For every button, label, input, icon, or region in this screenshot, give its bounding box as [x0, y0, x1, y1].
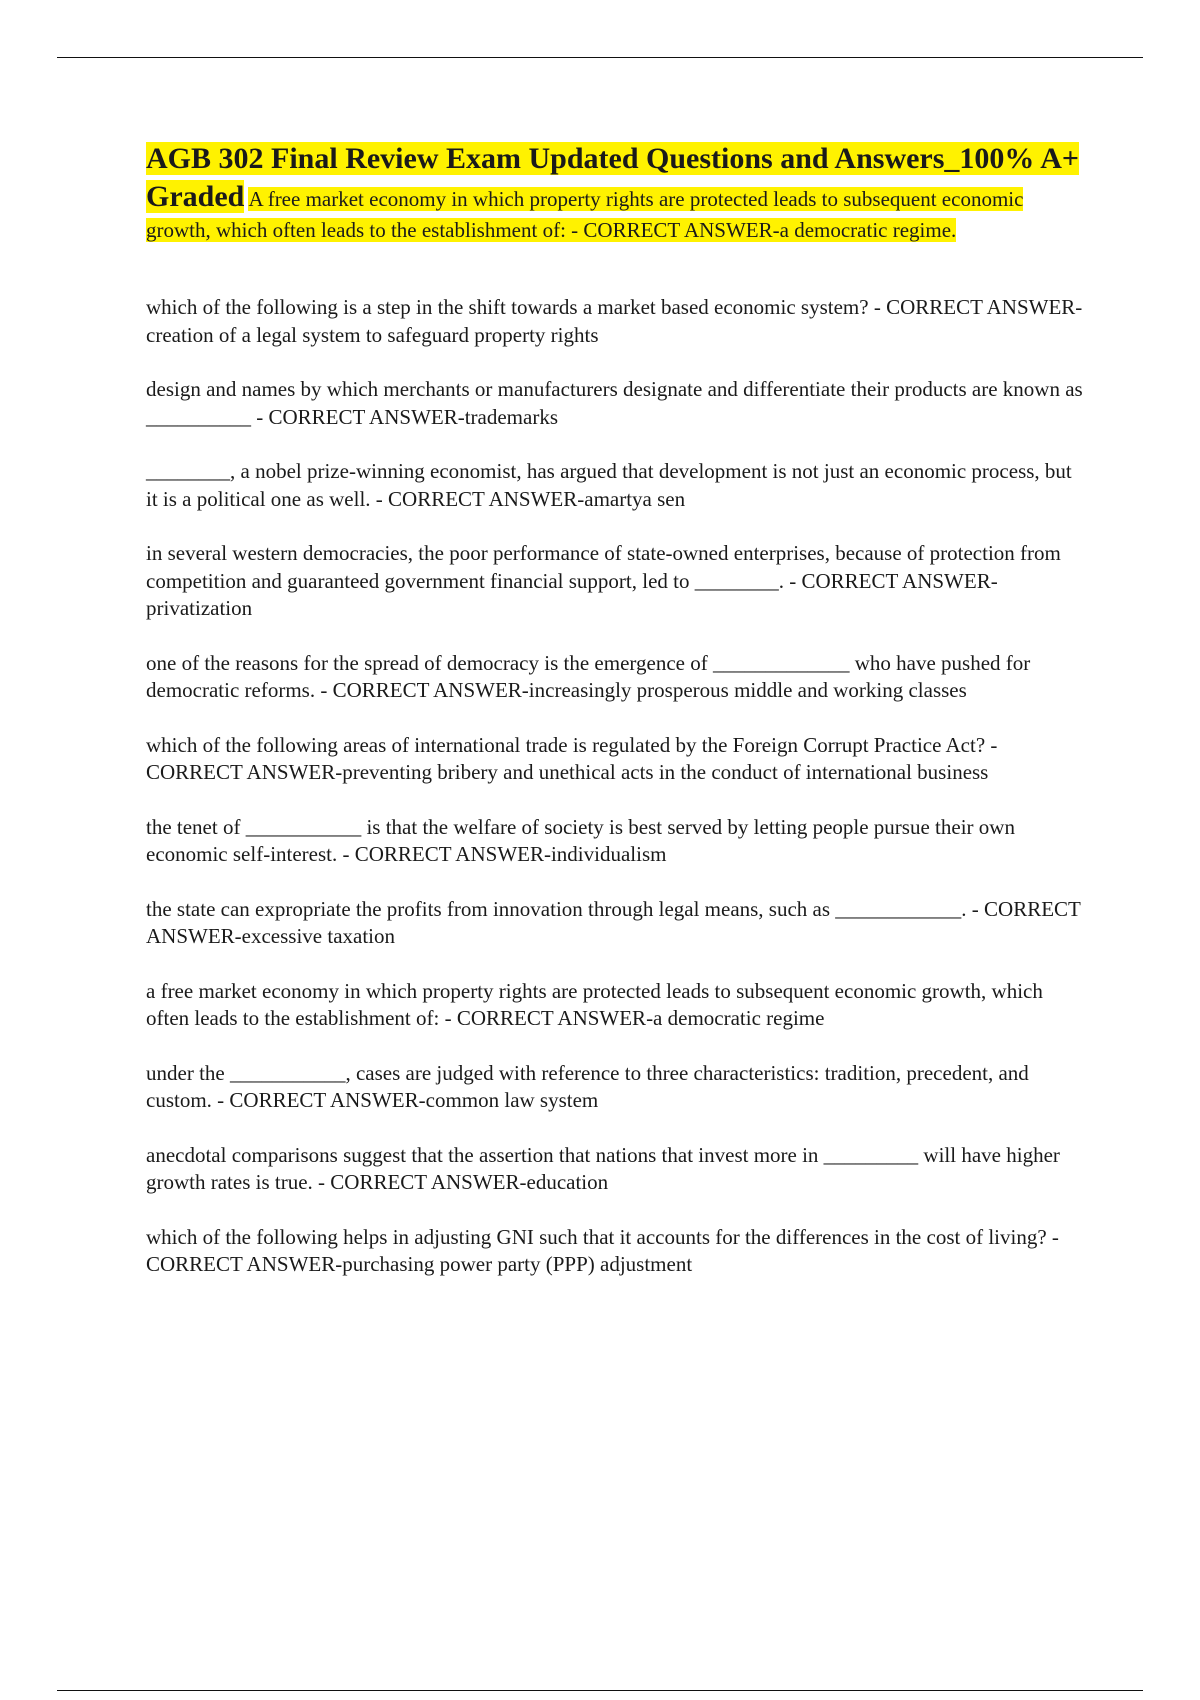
question-answer-item: in several western democracies, the poor performance of state-owned enterprises, because of protection from competition and guaranteed government financial support, led to ________. - CORRECT ANSWER-privatization	[146, 541, 1061, 620]
question-answer-item: the state can expropriate the profits from innovation through legal means, such as ____________. - CORRECT ANSWER-excessive taxation	[146, 896, 1081, 948]
intro-question-answer: A free market economy in which property rights are protected leads to subsequent economic growth, which often leads to the establishment of: - CORRECT ANSWER-a democratic regime.	[146, 187, 1024, 242]
question-answer-item: anecdotal comparisons suggest that the assertion that nations that invest more in _________ will have higher growth rates is true. - CORRECT ANSWER-education	[146, 1142, 1060, 1194]
question-answer-item: which of the following areas of international trade is regulated by the Foreign Corrupt Practice Act? - CORRECT ANSWER-preventing bribery and unethical acts in the conduct of international business	[146, 732, 998, 784]
top-rule	[57, 57, 1143, 58]
question-answer-item: one of the reasons for the spread of democracy is the emergence of _____________ who have pushed for democratic reforms. - CORRECT ANSWER-increasingly prosperous middle and working classes	[146, 650, 1031, 702]
question-list	[146, 294, 1088, 1279]
question-answer-item: which of the following is a step in the shift towards a market based economic system? - CORRECT ANSWER-creation of a legal system to safeguard property rights	[146, 295, 1083, 347]
intro-block	[146, 140, 1088, 244]
question-answer-item: a free market economy in which property rights are protected leads to subsequent economic growth, which often leads to the establishment of: - CORRECT ANSWER-a democratic regime	[146, 978, 1043, 1030]
document-page	[146, 140, 1088, 1306]
question-answer-item: which of the following helps in adjusting GNI such that it accounts for the differences in the cost of living? - CORRECT ANSWER-purchasing power party (PPP) adjustment	[146, 1224, 1059, 1276]
question-answer-item: design and names by which merchants or manufacturers designate and differentiate their products are known as __________ - CORRECT ANSWER-trademarks	[146, 377, 1083, 429]
document-title: AGB 302 Final Review Exam Updated Questions and Answers_100% A+ Graded	[146, 142, 1080, 213]
bottom-rule	[57, 1690, 1143, 1691]
question-answer-item: the tenet of ___________ is that the welfare of society is best served by letting people pursue their own economic self-interest. - CORRECT ANSWER-individualism	[146, 814, 1015, 866]
question-answer-item: ________, a nobel prize-winning economist, has argued that development is not just an economic process, but it is a political one as well. - CORRECT ANSWER-amartya sen	[146, 459, 1072, 511]
question-answer-item: under the ___________, cases are judged with reference to three characteristics: tradition, precedent, and custom. - CORRECT ANSWER-common law system	[146, 1060, 1029, 1112]
